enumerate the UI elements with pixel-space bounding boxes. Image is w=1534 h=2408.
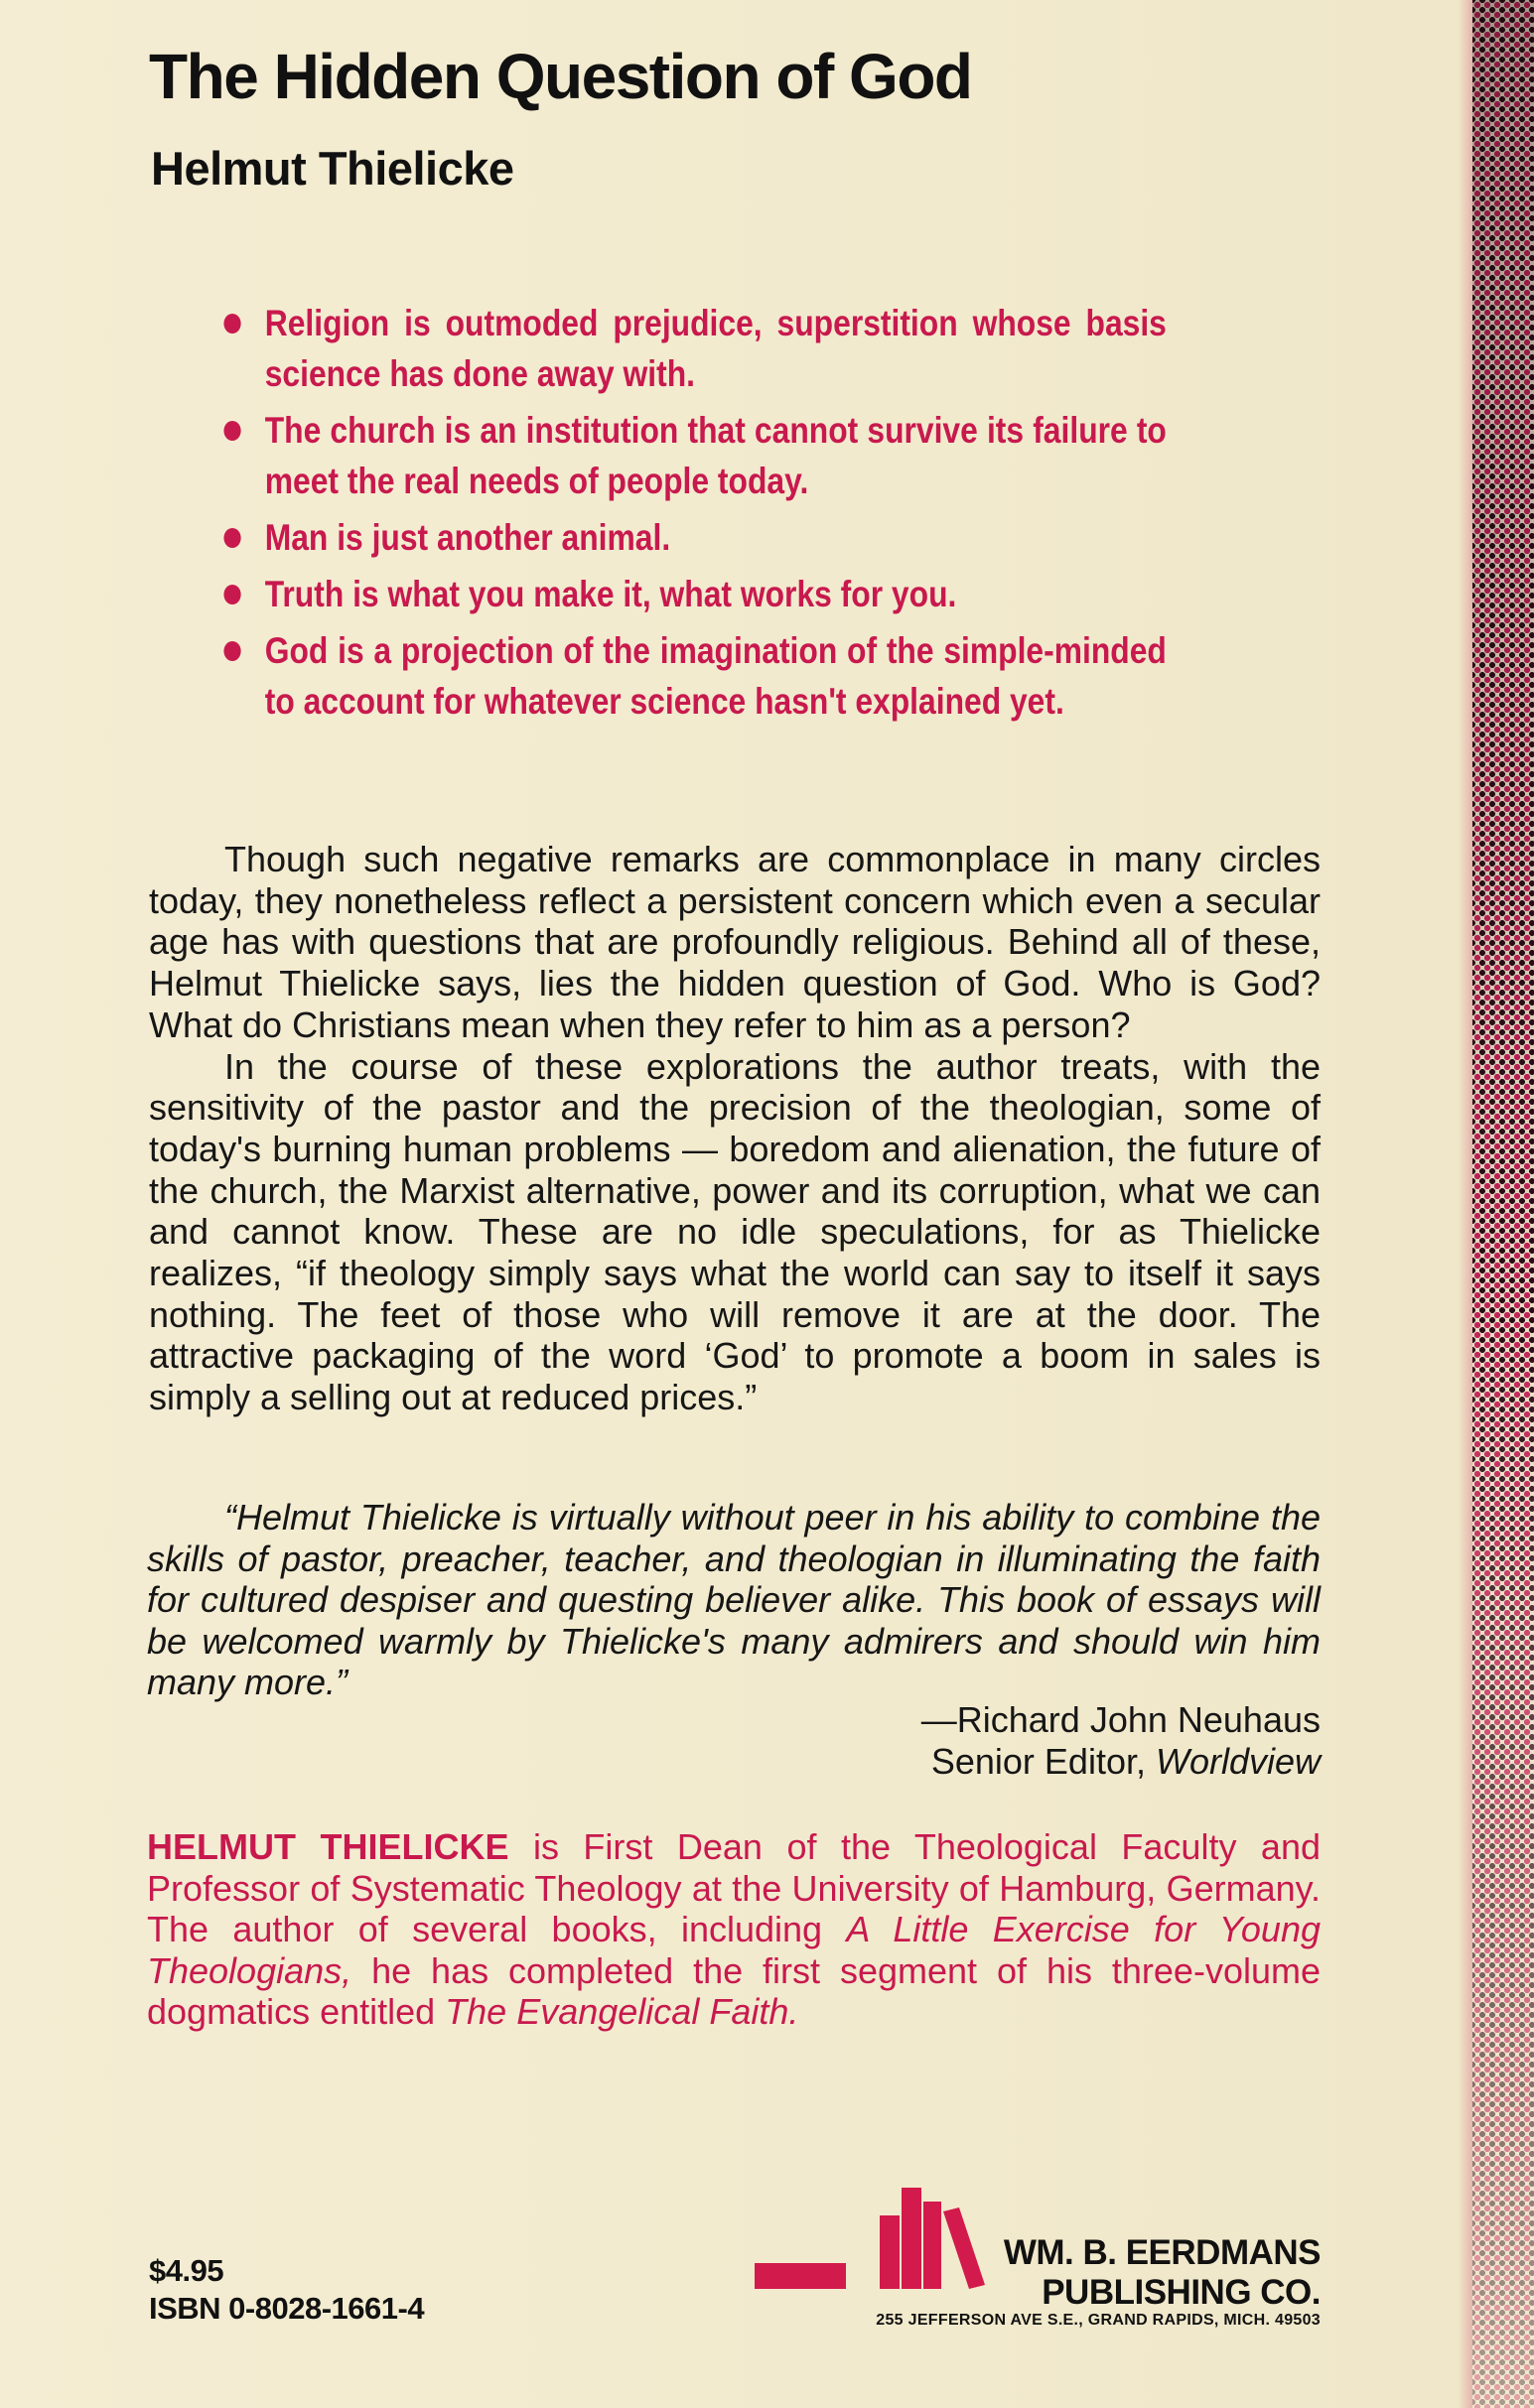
spine-shadow [1459, 0, 1472, 2408]
publisher-name-line-1: WM. B. EERDMANS [1003, 2233, 1321, 2272]
bullet-item [220, 569, 1167, 619]
bullet-item [220, 512, 1167, 563]
description-paragraph-2: In the course of these explorations the author treats, with the sensitivity of the pastor and the precision of the theologian, some of today's burning human problems — boredom and alienation, the future of the church, the Marxist alternative, power and its corruption, what we can and cannot know. These are no idle speculations, for as Thielicke realizes, “if theology simply says what the world can say to itself it says nothing. The feet of those who will remove it are at the door. The attractive packaging of the word ‘God’ to promote a boom in sales is simply a selling out at reduced prices.” [149, 1045, 1321, 1418]
endorser-role-prefix: Senior Editor, [930, 1740, 1156, 1782]
description [149, 839, 1321, 1418]
logo-book-3 [923, 2202, 941, 2289]
logo-bar [755, 2263, 846, 2289]
book-author: Helmut Thielicke [151, 142, 514, 195]
author-bio [147, 1826, 1321, 2033]
book-title: The Hidden Question of God [149, 41, 972, 112]
publisher-address: 255 JEFFERSON AVE S.E., GRAND RAPIDS, MICH. 49503 [876, 2312, 1321, 2329]
bullet-text: Man is just another animal. [264, 517, 671, 558]
bullet-text: Truth is what you make it, what works for you. [264, 574, 957, 614]
bullet-dot-icon [223, 585, 240, 604]
bullet-text: God is a projection of the imagination of the simple-minded to account for whatever science hasn't explained yet. [264, 630, 1167, 722]
bullet-item [220, 298, 1167, 399]
bullet-text: Religion is outmoded prejudice, superstition whose basis science has done away with. [264, 303, 1167, 394]
bullet-dot-icon [223, 314, 240, 334]
publisher-name-line-2: PUBLISHING CO. [1042, 2273, 1321, 2312]
bullet-item [220, 625, 1167, 727]
description-paragraph-1: Though such negative remarks are commonplace in many circles today, they nonetheless reflect a persistent concern which even a secular age has with questions that are profoundly religious. Behind all of these, Helmut Thielicke says, lies the hidden question of God. Who is God? What do Christians mean when they refer to him as a person? [149, 839, 1321, 1045]
endorser-publication: Worldview [1155, 1740, 1321, 1782]
bullet-list [220, 298, 1167, 733]
logo-book-leaning [943, 2207, 985, 2289]
bio-book-2: The Evangelical Faith. [445, 1991, 799, 2032]
bullet-text: The church is an institution that cannot survive its failure to meet the real needs of people today. [264, 410, 1167, 501]
publisher-name [983, 2233, 1321, 2313]
endorser-name: —Richard John Neuhaus [920, 1699, 1321, 1740]
bullet-dot-icon [223, 641, 240, 661]
bio-book-1: A Little Exercise for Young Theologians, [147, 1909, 1321, 1991]
endorsement-attribution [921, 1699, 1321, 1782]
logo-book-2 [902, 2188, 921, 2289]
bio-text-1: is First Dean of the Theological Faculty and Professor of Systematic Theology at the University of Hamburg, Germany. The author of several books, including [147, 1826, 1321, 1949]
publisher-logo-icon [755, 2182, 989, 2303]
endorser-role [921, 1741, 1321, 1783]
spine-gradient [1472, 0, 1534, 2408]
bullet-item [220, 405, 1167, 506]
endorsement-quote: “Helmut Thielicke is virtually without peer in his ability to combine the skills of pastor, preacher, teacher, and theologian in illuminating the faith for cultured despiser and questing believer alike. This book of essays will be welcomed warmly by Thielicke's many admirers and should win him many more.” [147, 1497, 1321, 1702]
bullet-dot-icon [223, 528, 240, 548]
bio-text-2: he has completed the first segment of his three-volume dogmatics entitled [147, 1949, 1321, 2032]
isbn: ISBN 0-8028-1661-4 [149, 2291, 425, 2326]
price: $4.95 [149, 2253, 224, 2288]
bullet-dot-icon [223, 421, 240, 441]
logo-book-1 [880, 2215, 900, 2289]
bio-author-name: HELMUT THIELICKE [147, 1826, 509, 1867]
